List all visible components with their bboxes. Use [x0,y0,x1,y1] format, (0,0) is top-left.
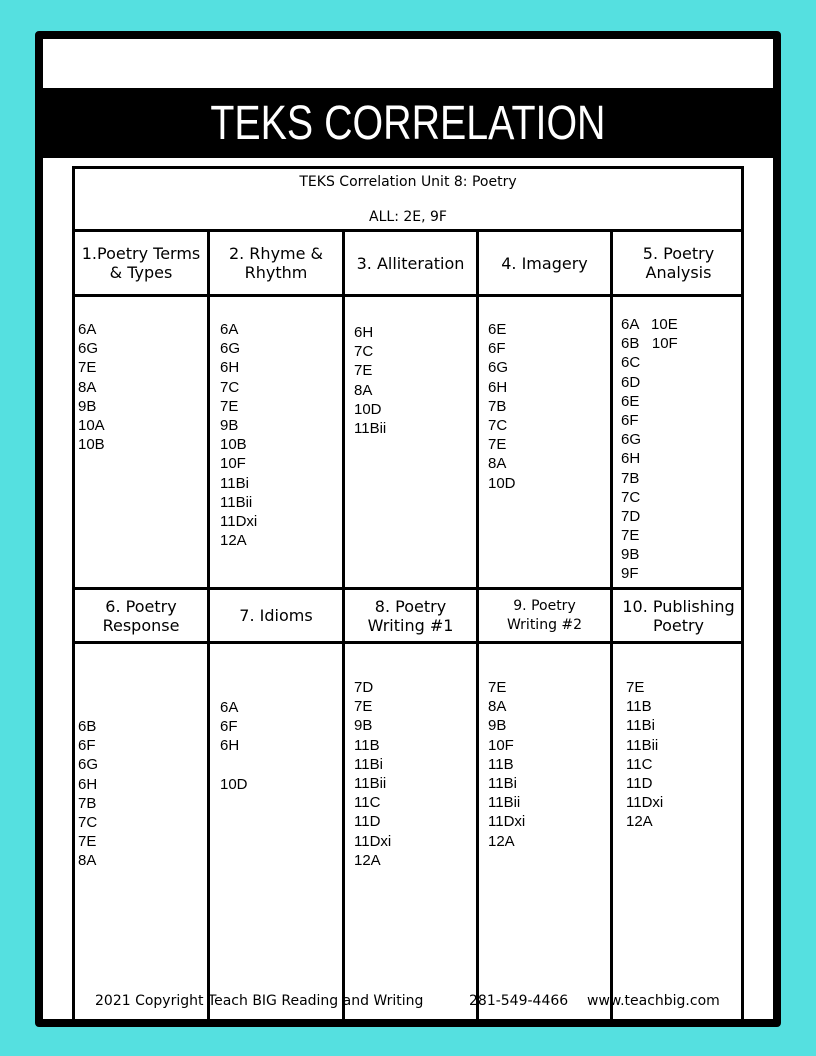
teks-code: 7E [626,679,645,696]
teks-code: 6D [621,373,641,391]
table-all-codes: ALL: 2E, 9F [369,209,447,225]
teks-code: 9B [220,416,239,434]
column-header: 2. Rhyme & Rhythm [228,244,324,282]
teks-code: 7E [78,359,97,377]
teks-code: 7C [78,813,98,831]
teks-code: 6G [220,340,241,358]
teks-code: 12A [220,532,247,550]
table-title: TEKS Correlation Unit 8: Poetry [299,174,517,190]
teks-code: 7C [220,378,240,396]
footer-copyright: 2021 Copyright Teach BIG Reading and Writing [95,993,424,1009]
teks-code: 10B [78,436,105,454]
teks-code: 6H [354,324,374,341]
teks-code: 10D [220,775,248,793]
teks-code: 7C [488,416,508,434]
code-list [220,320,257,550]
teks-code: 11D [354,813,381,831]
teks-code: 11Bi [488,774,517,792]
teks-code: 8A [78,852,97,870]
teks-code: 11Bi [354,755,383,773]
teks-code: 7E [488,679,507,696]
teks-code: 6G [78,340,99,358]
teks-code: 6G [78,756,99,774]
teks-code: 12A [488,832,515,850]
teks-code: 11B [354,736,380,754]
teks-code: 11Bii [354,419,387,437]
teks-code: 10D [488,474,516,492]
code-list [354,323,386,438]
column-header: 1.Poetry Terms & Types [81,244,201,282]
teks-code: 9B [354,717,373,735]
teks-code: 11Dxi [354,832,392,850]
teks-code: 11Dxi [626,794,664,812]
teks-code: 11Bi [626,717,655,735]
code-list [621,315,678,584]
teks-code: 11Bii [220,493,253,511]
code-list [220,698,248,794]
teks-code: 7D [621,507,641,525]
code-list [78,717,98,871]
column-header: 6. Poetry Response [102,596,180,635]
footer-phone: 281-549-4466 [469,993,569,1009]
teks-code: 11C [354,794,381,812]
teks-code: 7E [354,362,373,380]
teks-code: 12A [626,813,653,831]
teks-code: 6B 10F [621,335,678,353]
teks-code: 7B [78,794,97,812]
teks-code: 8A [488,455,507,473]
teks-code: 11Bii [354,774,387,792]
code-list [354,678,391,870]
teks-code: 6A [220,699,239,716]
teks-code: 11Dxi [488,813,526,831]
column-header: 7. Idioms [239,606,313,625]
teks-code: 12A [354,851,381,869]
teks-code: 7E [220,397,239,415]
footer-website[interactable]: www.teachbig.com [587,993,720,1009]
teks-code: 6G [488,359,509,377]
column-header: 8. Poetry Writing #1 [367,596,454,635]
teks-code: 7D [354,679,374,696]
teks-code: 6H [78,775,98,793]
teks-code: 10D [354,400,382,418]
teks-code: 7C [621,488,641,506]
teks-code: 10A [78,416,105,434]
teks-code: 11B [488,755,514,773]
teks-code: 9B [488,717,507,735]
teks-code: 6G [621,431,642,449]
teks-code: 8A [354,381,373,399]
rule [75,641,741,644]
teks-table [72,166,744,1019]
teks-code: 11Bii [626,736,659,754]
rule [75,294,741,297]
teks-code: 6E [488,321,507,338]
teks-code: 6H [220,737,240,755]
teks-code: 11Bi [220,474,249,492]
column-header: 5. Poetry Analysis [642,244,715,282]
teks-code: 7E [354,698,373,716]
teks-code: 6C [621,354,641,372]
teks-code: 11Bii [488,794,521,812]
teks-code: 6H [621,450,641,468]
teks-code: 6F [621,411,639,429]
teks-code: 7E [78,833,97,851]
teks-code: 6A 10E [621,316,678,333]
teks-code: 9B [621,546,640,564]
teks-code: 10F [220,455,246,473]
teks-code: 11B [626,698,652,716]
teks-code: 10F [488,736,514,754]
teks-code [220,756,248,775]
teks-code: 9B [78,397,97,415]
teks-code: 7C [354,343,374,361]
teks-code: 6A [78,321,97,338]
code-list [78,320,105,454]
teks-code: 7E [488,436,507,454]
code-list [488,678,525,851]
teks-code: 6A [220,321,239,338]
teks-code: 8A [488,698,507,716]
teks-code: 6E [621,392,640,410]
teks-code: 7E [621,527,640,545]
code-list [626,678,663,832]
teks-code: 11C [626,755,653,773]
page-title: TEKS CORRELATION [210,96,606,150]
teks-code: 8A [78,378,97,396]
teks-code: 6B [78,718,97,735]
column-header: 9. Poetry Writing #2 [506,597,583,633]
teks-code: 6F [220,718,238,736]
teks-code: 6H [488,378,508,396]
teks-code: 6F [78,737,96,755]
teks-code: 10B [220,436,247,454]
teks-code: 11D [626,774,653,792]
title-banner [35,88,781,158]
column-header: 4. Imagery [501,253,588,273]
teks-code: 7B [621,469,640,487]
code-list [488,320,516,493]
column-header: 10. Publishing Poetry [622,596,735,635]
teks-code: 11Dxi [220,512,258,530]
teks-code: 6F [488,340,506,358]
teks-code: 6H [220,359,240,377]
teks-code: 7B [488,397,507,415]
teks-code: 9F [621,565,639,583]
column-header: 3. Alliteration [356,253,465,273]
